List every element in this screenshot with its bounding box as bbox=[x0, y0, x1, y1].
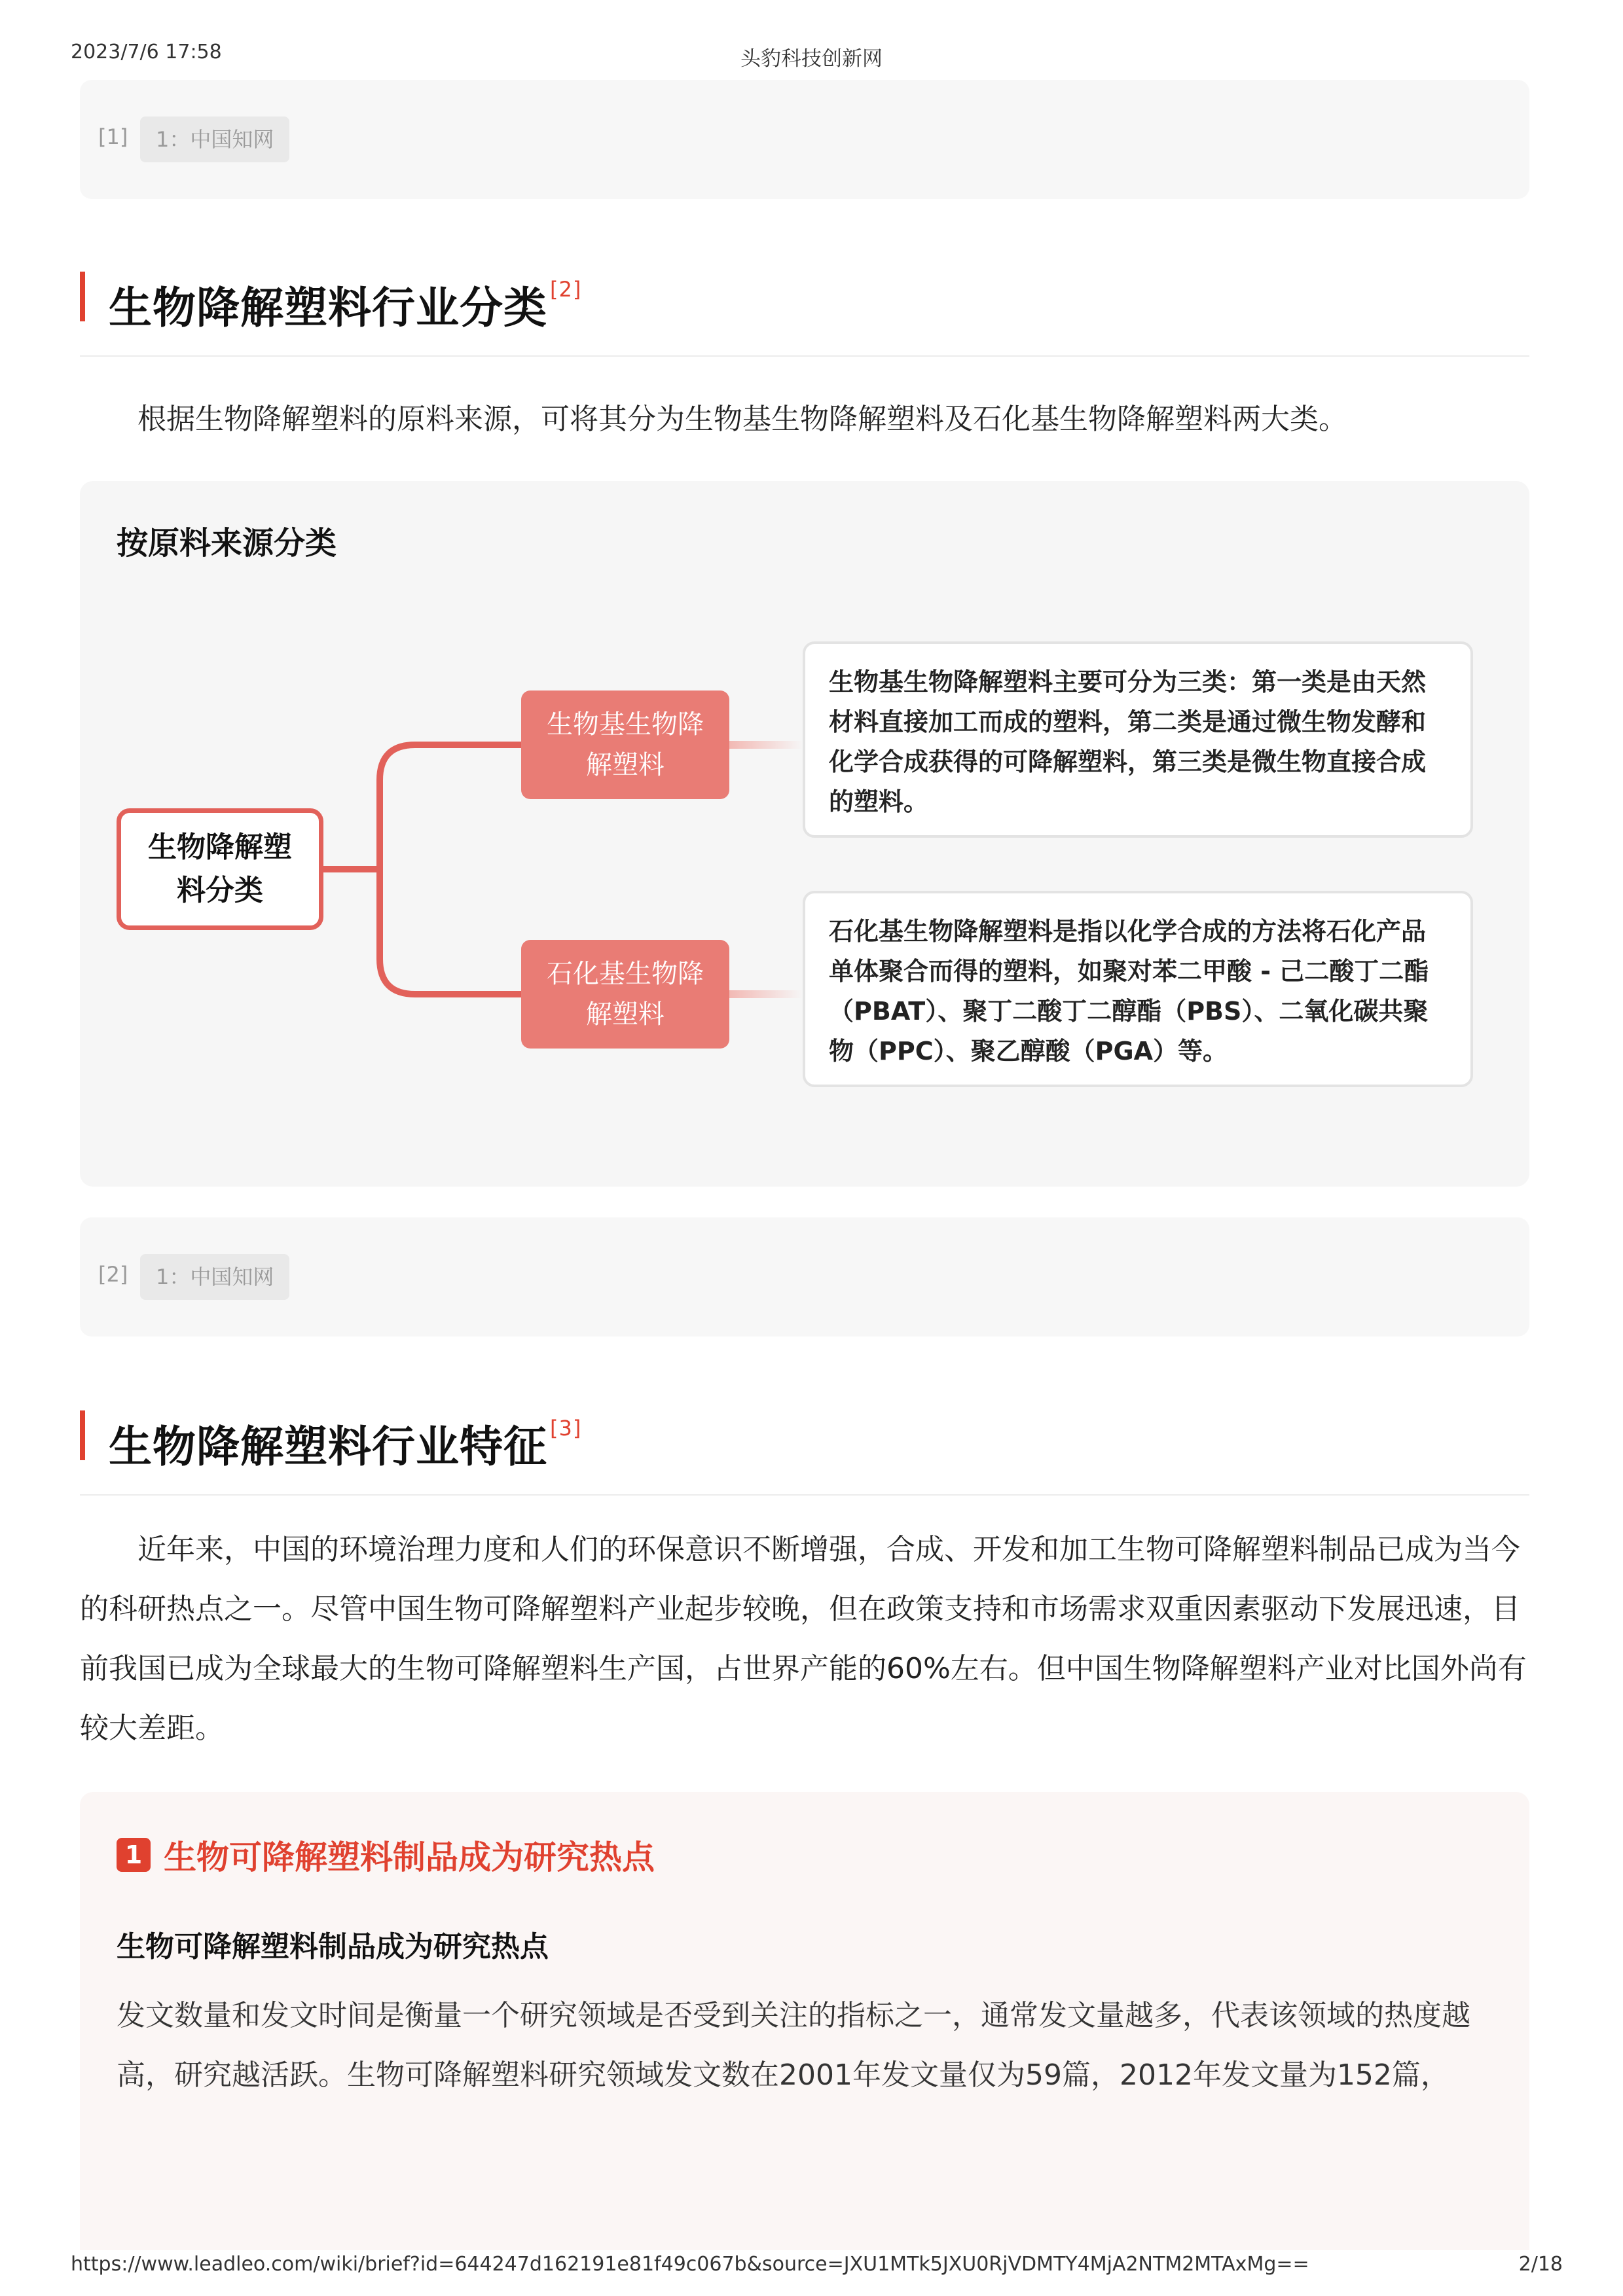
section-title-features bbox=[80, 1410, 1529, 1496]
paragraph-text: 根据生物降解塑料的原料来源，可将其分为生物基生物降解塑料及石化基生物降解塑料两大类。 bbox=[137, 403, 1347, 436]
root-node-label: 生物降解塑料分类 bbox=[148, 831, 292, 907]
reference-box bbox=[80, 1217, 1529, 1336]
connector-fade-upper bbox=[729, 741, 803, 749]
mindmap-root-node bbox=[117, 808, 323, 930]
section-accent-bar bbox=[80, 1410, 85, 1460]
section-heading: 生物降解塑料行业分类 bbox=[109, 283, 547, 333]
citation-link[interactable]: [2] bbox=[550, 277, 582, 302]
hotspot-paragraph: 发文数量和发文时间是衡量一个研究领域是否受到关注的指标之一，通常发文量越多，代表该领域的热度越高，研究越活跃。生物可降解塑料研究领域发文数在2001年发文量仅为59篇，2012年发文量为152篇， bbox=[117, 1999, 1470, 2092]
page-url: https://www.leadleo.com/wiki/brief?id=644247d162191e81f49c067b&source=JXU1MTk5JXU0RjVDMTY4MjA2NTM2MTAxMg== bbox=[71, 2253, 1309, 2276]
citation-link[interactable]: [3] bbox=[550, 1416, 582, 1441]
reference-box bbox=[80, 80, 1529, 199]
connector-lower bbox=[380, 869, 521, 994]
branch-label: 生物基生物降解塑料 bbox=[547, 709, 704, 780]
mindmap-branch-bio-based bbox=[521, 691, 729, 799]
mindmap-leaf-bio-based bbox=[803, 641, 1473, 838]
research-hotspot-card bbox=[80, 1792, 1529, 2250]
section-accent-bar bbox=[80, 272, 85, 321]
page-number: 2/18 bbox=[1518, 2253, 1563, 2276]
print-date: 2023/7/6 17:58 bbox=[71, 41, 222, 63]
reference-source-link[interactable]: 1：中国知网 bbox=[140, 1254, 289, 1300]
section-heading: 生物降解塑料行业特征 bbox=[109, 1422, 547, 1472]
mindmap-title: 按原料来源分类 bbox=[117, 525, 337, 562]
reference-number: [2] bbox=[98, 1262, 128, 1287]
hotspot-subheading: 生物可降解塑料制品成为研究热点 bbox=[117, 1930, 549, 1964]
hotspot-heading: 生物可降解塑料制品成为研究热点 bbox=[164, 1839, 655, 1876]
paragraph-text: 近年来，中国的环境治理力度和人们的环保意识不断增强，合成、开发和加工生物可降解塑料制品已成为当今的科研热点之一。尽管中国生物可降解塑料产业起步较晚，但在政策支持和市场需求双重因素驱动下发展迅速，目前我国已成为全球最大的生物可降解塑料生产国，占世界产能的60%左右。但中国生物降解塑料产业对比国外尚有较大差距。 bbox=[80, 1533, 1527, 1745]
leaf-text: 生物基生物降解塑料主要可分为三类：第一类是由天然材料直接加工而成的塑料，第二类是通过微生物发酵和化学合成获得的可降解塑料，第三类是微生物直接合成的塑料。 bbox=[829, 668, 1427, 816]
mindmap-branch-petro-based bbox=[521, 940, 729, 1049]
connector-fade-lower bbox=[729, 990, 803, 998]
reference-source-link[interactable]: 1：中国知网 bbox=[140, 117, 289, 162]
mindmap-card bbox=[80, 481, 1529, 1187]
connector-upper bbox=[380, 745, 521, 869]
leaf-text: 石化基生物降解塑料是指以化学合成的方法将石化产品单体聚合而得的塑料，如聚对苯二甲酸 - 己二酸丁二酯（PBAT）、聚丁二酸丁二醇酯（PBS）、二氧化碳共聚物（PPC）、聚乙醇酸（PGA）等。 bbox=[829, 917, 1429, 1066]
item-number-badge: 1 bbox=[117, 1838, 151, 1872]
features-paragraph bbox=[80, 1520, 1529, 1758]
classification-paragraph bbox=[80, 389, 1529, 449]
mindmap-leaf-petro-based bbox=[803, 891, 1473, 1087]
section-title-classification bbox=[80, 272, 1529, 357]
site-title: 头豹科技创新网 bbox=[740, 47, 883, 71]
branch-label: 石化基生物降解塑料 bbox=[547, 959, 704, 1030]
reference-number: [1] bbox=[98, 124, 128, 149]
